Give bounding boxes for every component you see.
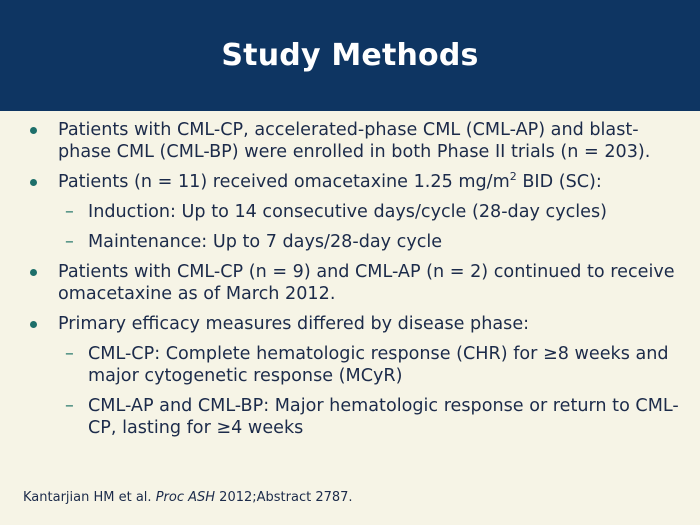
bullet-item xyxy=(0,171,700,193)
sub-bullet-item xyxy=(0,395,700,439)
dash-icon: – xyxy=(65,396,74,416)
bullet-dot-icon xyxy=(30,127,37,134)
bullet-list xyxy=(0,119,700,447)
bullet-text: Patients with CML-CP, accelerated-phase CML (CML-AP) and blast-phase CML (CML-BP) were enrolled in both Phase II trials (n = 203). xyxy=(58,120,651,162)
sub-bullet-text: CML-CP: Complete hematologic response (CHR) for ≥8 weeks and major cytogenetic response (MCyR) xyxy=(88,344,669,386)
sub-bullet-text: CML-AP and CML-BP: Major hematologic response or return to CML-CP, lasting for ≥4 weeks xyxy=(88,396,679,438)
sub-bullet-item xyxy=(0,231,700,253)
citation xyxy=(23,490,353,505)
bullet-dot-icon xyxy=(30,269,37,276)
dash-icon: – xyxy=(65,344,74,364)
bullet-item xyxy=(0,313,700,335)
bullet-text: Primary efficacy measures differed by disease phase: xyxy=(58,314,530,334)
sub-bullet-text: Induction: Up to 14 consecutive days/cycle (28-day cycles) xyxy=(88,202,608,222)
bullet-item xyxy=(0,119,700,163)
citation-journal: Proc ASH xyxy=(155,490,216,505)
bullet-dot-icon xyxy=(30,179,37,186)
bullet-dot-icon xyxy=(30,321,37,328)
slide-title: Study Methods xyxy=(221,38,479,73)
title-banner xyxy=(0,0,700,111)
sub-bullet-item xyxy=(0,343,700,387)
citation-authors: Kantarjian HM et al. xyxy=(23,490,152,505)
bullet-text: Patients (n = 11) received omacetaxine 1.25 $mg/m^2$ BID (SC): xyxy=(58,170,602,192)
sub-bullet-text: Maintenance: Up to 7 days/28-day cycle xyxy=(88,232,443,252)
bullet-text: Patients with CML-CP (n = 9) and CML-AP (n = 2) continued to receive omacetaxine as of March 2012. xyxy=(58,262,675,304)
dash-icon: – xyxy=(65,202,74,222)
bullet-item xyxy=(0,261,700,305)
dash-icon: – xyxy=(65,232,74,252)
citation-details: 2012;Abstract 2787. xyxy=(219,490,353,505)
sub-bullet-item xyxy=(0,201,700,223)
